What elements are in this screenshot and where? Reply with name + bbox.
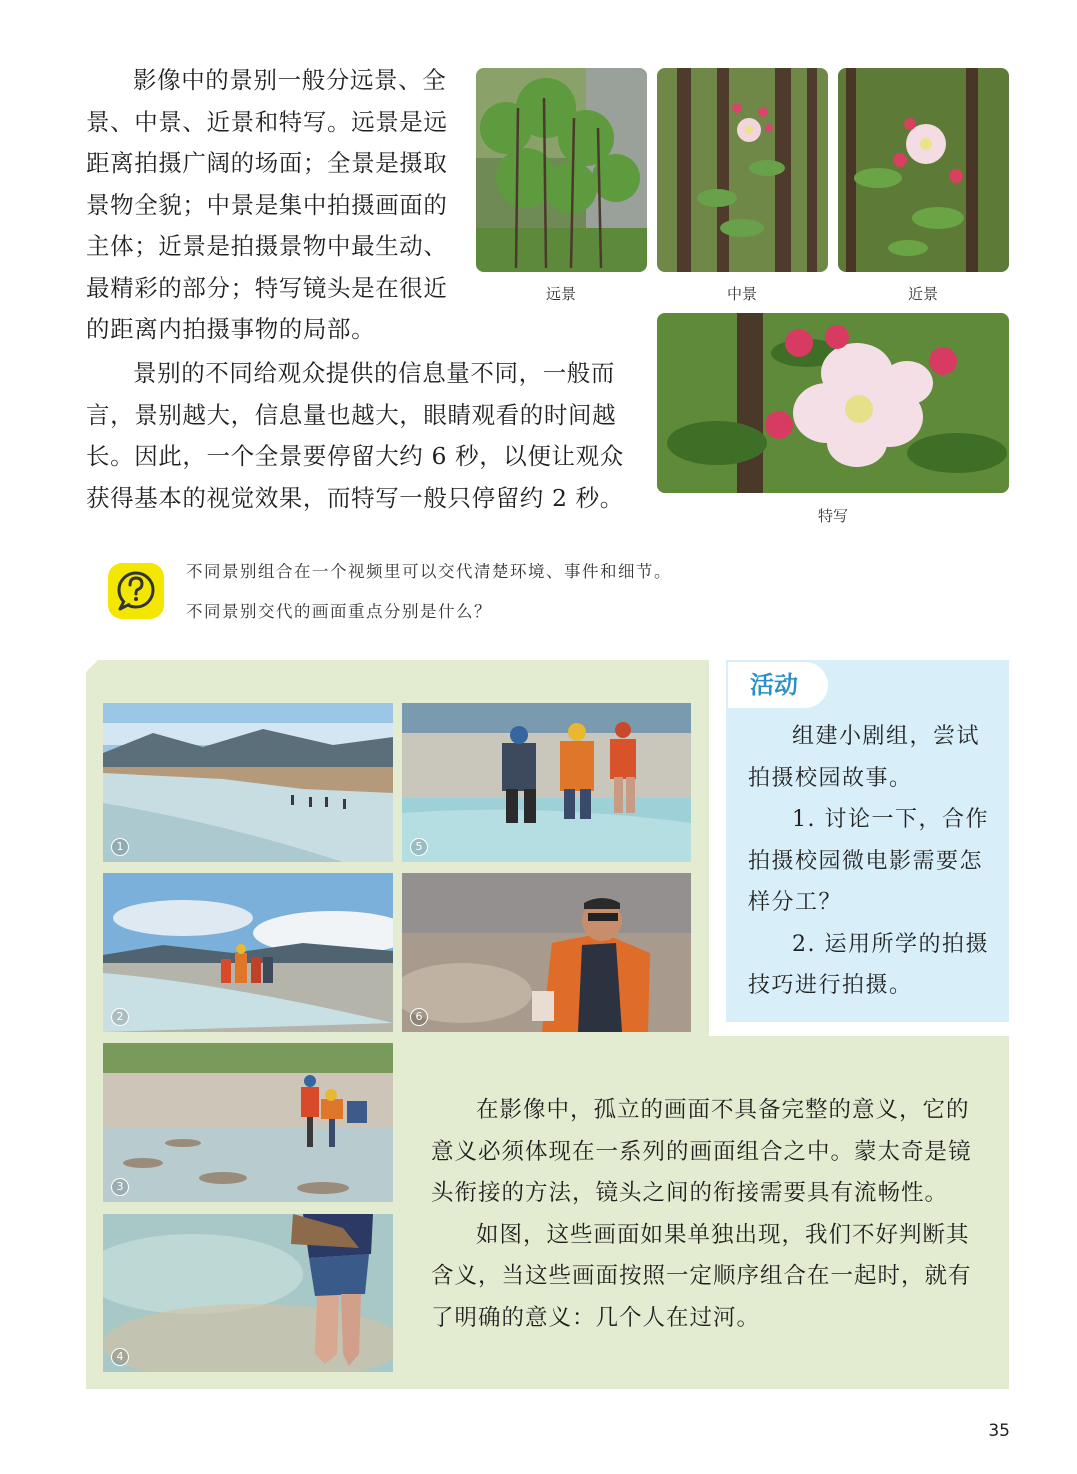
- montage-paragraph-2: 如图，这些画面如果单独出现，我们不好判断其含义，当这些画面按照一定顺序组合在一起时，就有了明确的意义：几个人在过河。: [431, 1221, 972, 1331]
- activity-box: [726, 660, 1009, 1022]
- sequence-photo-4: [103, 1214, 393, 1372]
- sequence-photo-6: [402, 873, 691, 1032]
- question-line-2: 不同景别交代的画面重点分别是什么？: [186, 602, 492, 621]
- sequence-number-4: 4: [111, 1348, 129, 1366]
- question-bubble-icon: [108, 563, 164, 619]
- activity-line-3: 2. 运用所学的拍摄技巧进行拍摄。: [748, 931, 989, 998]
- sequence-photo-1: [103, 703, 393, 862]
- question-line-1: 不同景别组合在一个视频里可以交代清楚环境、事件和细节。: [186, 562, 672, 581]
- intro-text: [86, 60, 458, 351]
- photo-medium-shot: [657, 68, 828, 272]
- photo-far-shot: [476, 68, 647, 272]
- sequence-number-6: 6: [410, 1008, 428, 1026]
- activity-line-1: 组建小剧组，尝试拍摄校园故事。: [748, 724, 981, 791]
- montage-text: [431, 1090, 991, 1339]
- caption-closeup: 特写: [817, 507, 848, 525]
- caption-medium: 中景: [726, 285, 757, 303]
- photo-closeup: [657, 313, 1009, 493]
- activity-text: [748, 716, 996, 1007]
- sequence-number-5: 5: [410, 838, 428, 856]
- question-text: [186, 552, 746, 632]
- sequence-photo-5: [402, 703, 691, 862]
- montage-paragraph-1: 在影像中，孤立的画面不具备完整的意义，它的意义必须体现在一系列的画面组合之中。蒙太奇是镜头衔接的方法，镜头之间的衔接需要具有流畅性。: [431, 1097, 972, 1206]
- sequence-photo-2: [103, 873, 393, 1032]
- sequence-photo-3: [103, 1043, 393, 1202]
- caption-close: 近景: [907, 285, 938, 303]
- caption-far: 远景: [545, 285, 576, 303]
- intro-text-2: [86, 353, 634, 519]
- activity-line-2: 1. 讨论一下，合作拍摄校园微电影需要怎样分工？: [748, 807, 989, 915]
- intro-paragraph-2: 景别的不同给观众提供的信息量不同，一般而言，景别越大，信息量也越大，眼睛观看的时间越长。因此，一个全景要停留大约 6 秒，以便让观众获得基本的视觉效果，而特写一般只停留约 2 秒。: [86, 359, 624, 512]
- intro-paragraph-1: 影像中的景别一般分远景、全景、中景、近景和特写。远景是远距离拍摄广阔的场面；全景是摄取景物全貌；中景是集中拍摄画面的主体；近景是拍摄景物中最生动、最精彩的部分；特写镜头是在很近的距离内拍摄事物的局部。: [86, 66, 448, 343]
- sequence-number-1: 1: [111, 838, 129, 856]
- activity-title: 活动: [728, 662, 828, 708]
- photo-close-shot: [838, 68, 1009, 272]
- page-number: 35: [988, 1421, 1010, 1441]
- sequence-number-3: 3: [111, 1178, 129, 1196]
- sequence-number-2: 2: [111, 1008, 129, 1026]
